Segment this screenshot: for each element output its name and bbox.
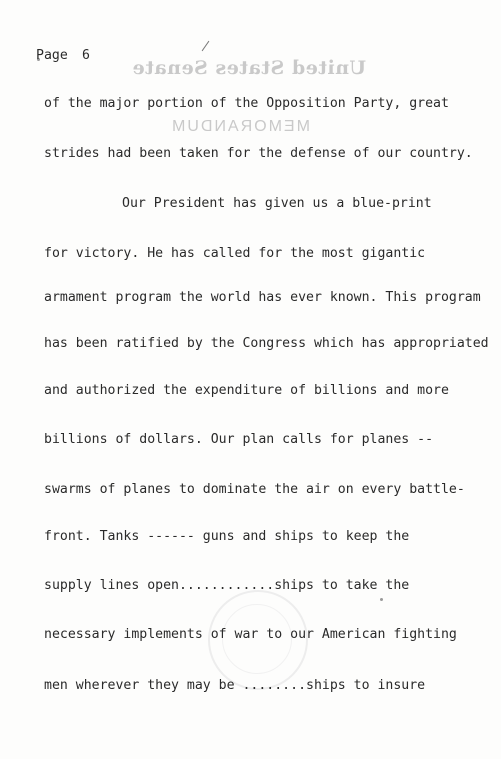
body-text-line: for victory. He has called for the most gigantic (44, 246, 426, 261)
body-text-line: swarms of planes to dominate the air on every battle- (44, 482, 465, 497)
body-text-line: armament program the world has ever known. This program (44, 290, 481, 305)
body-text-line: has been ratified by the Congress which has appropriated (44, 336, 489, 351)
body-text-line: strides had been taken for the defense of our country. (44, 146, 473, 161)
body-text-line: billions of dollars. Our plan calls for planes -- (44, 432, 434, 447)
stray-dot-mark (380, 598, 383, 601)
body-text-line: front. Tanks ------ guns and ships to keep the (44, 529, 410, 544)
page-number: 6 (82, 48, 90, 63)
body-text-line: Our President has given us a blue-print (122, 196, 432, 211)
body-text-line: necessary implements of war to our American fighting (44, 627, 457, 642)
page-label: Page (36, 48, 68, 63)
pen-mark (202, 41, 210, 51)
bleedthrough-memo: MEMORANDUM (170, 118, 310, 135)
body-text-line: supply lines open............ships to take the (44, 578, 410, 593)
body-text-line: men wherever they may be ........ships to insure (44, 678, 426, 693)
bleedthrough-letterhead: United States Senate (132, 57, 367, 79)
body-text-line: of the major portion of the Opposition Party, great (44, 96, 449, 111)
body-text-line: and authorized the expenditure of billions and more (44, 383, 449, 398)
